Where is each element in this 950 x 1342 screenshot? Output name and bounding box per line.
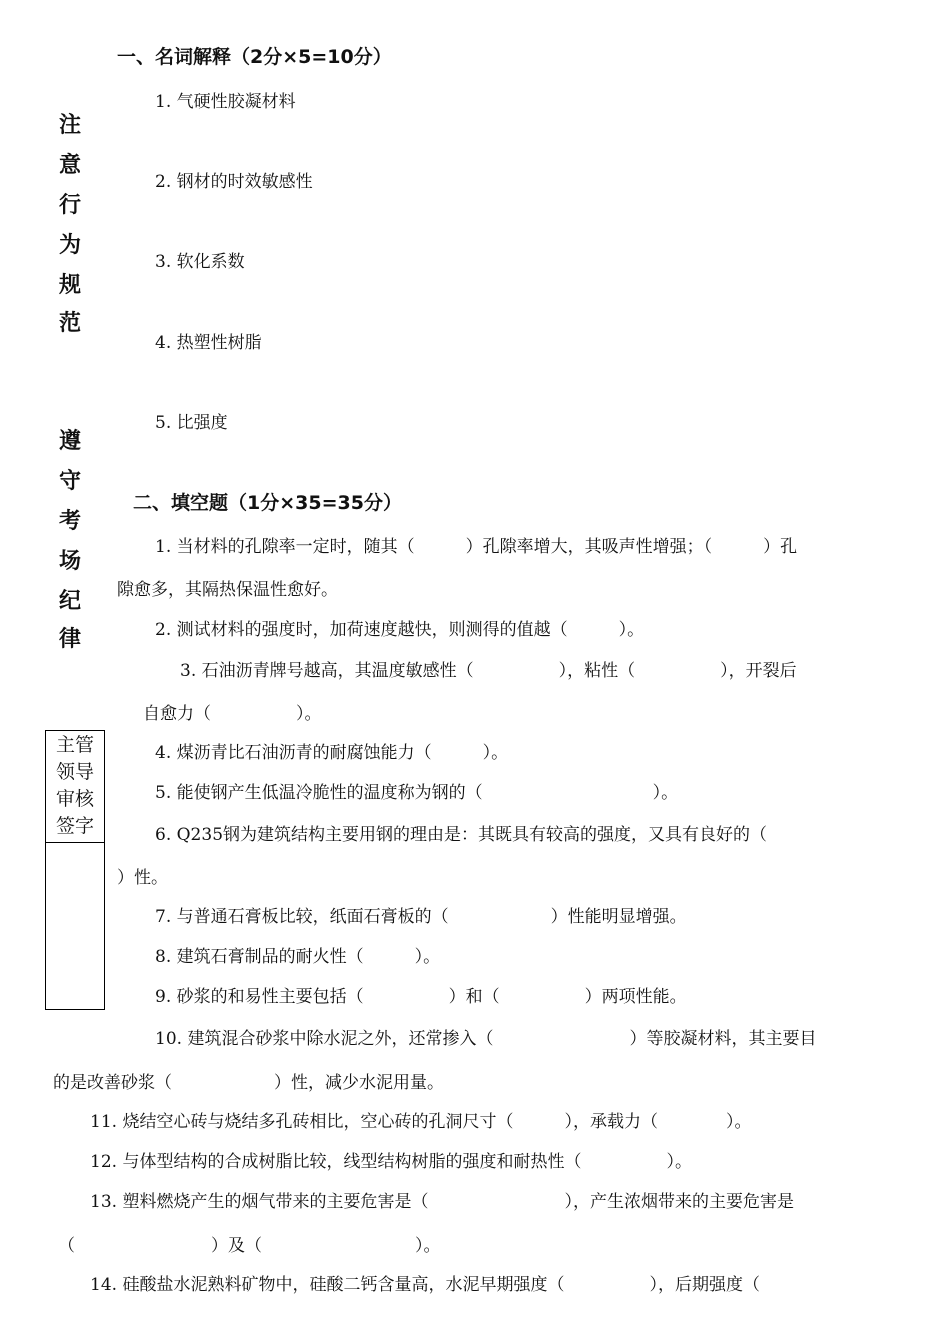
section1-heading: 一、名词解释（2分×5=10分） [117, 46, 392, 68]
term-item: 3. 软化系数 [155, 252, 245, 272]
margin-char: 意 [58, 153, 81, 178]
fill-line: 3. 石油沥青牌号越高，其温度敏感性（ ），粘性（ ），开裂后 [180, 661, 797, 681]
fill-line: 9. 砂浆的和易性主要包括（ ）和（ ）两项性能。 [155, 987, 687, 1007]
supervisor-sign-box [45, 730, 105, 1010]
margin-char: 纪 [58, 589, 81, 614]
fill-line: 8. 建筑石膏制品的耐火性（ ）。 [155, 947, 441, 967]
fill-line: 14. 硅酸盐水泥熟料矿物中，硅酸二钙含量高，水泥早期强度（ ），后期强度（ [90, 1275, 760, 1295]
section2-heading: 二、填空题（1分×35=35分） [133, 492, 402, 514]
margin-char: 考 [58, 509, 81, 534]
fill-line: 自愈力（ ）。 [143, 704, 322, 724]
margin-char: 律 [58, 627, 81, 652]
margin-char: 守 [58, 469, 81, 494]
margin-char: 为 [58, 233, 81, 258]
term-item: 5. 比强度 [155, 413, 228, 433]
fill-line: 6. Q235钢为建筑结构主要用钢的理由是：其既具有较高的强度，又具有良好的（ [155, 825, 768, 845]
margin-char: 规 [58, 273, 81, 298]
term-item: 4. 热塑性树脂 [155, 333, 262, 353]
fill-line: 12. 与体型结构的合成树脂比较，线型结构树脂的强度和耐热性（ ）。 [90, 1152, 692, 1172]
margin-char: 注 [58, 113, 81, 138]
margin-char: 行 [58, 193, 81, 218]
fill-line: 13. 塑料燃烧产生的烟气带来的主要危害是（ ），产生浓烟带来的主要危害是 [90, 1192, 794, 1212]
fill-line: 11. 烧结空心砖与烧结多孔砖相比，空心砖的孔洞尺寸（ ），承载力（ ）。 [90, 1112, 752, 1132]
term-item: 1. 气硬性胶凝材料 [155, 92, 296, 112]
fill-line: 隙愈多，其隔热保温性愈好。 [117, 580, 338, 600]
sign-box-label: 主管 领导 审核 签字 [46, 731, 104, 843]
term-item: 2. 钢材的时效敏感性 [155, 172, 313, 192]
fill-line: 4. 煤沥青比石油沥青的耐腐蚀能力（ ）。 [155, 743, 509, 763]
fill-line: （ ）及（ ）。 [58, 1236, 441, 1256]
margin-char: 场 [58, 549, 81, 574]
margin-char: 遵 [58, 429, 81, 454]
fill-line: 1. 当材料的孔隙率一定时，随其（ ）孔隙率增大，其吸声性增强；（ ）孔 [155, 537, 798, 557]
fill-line: 10. 建筑混合砂浆中除水泥之外，还常掺入（ ）等胶凝材料，其主要目 [155, 1029, 817, 1049]
fill-line: 5. 能使钢产生低温冷脆性的温度称为钢的（ ）。 [155, 783, 679, 803]
fill-line: ）性。 [117, 868, 168, 888]
fill-line: 的是改善砂浆（ ）性，减少水泥用量。 [53, 1073, 444, 1093]
fill-line: 7. 与普通石膏板比较，纸面石膏板的（ ）性能明显增强。 [155, 907, 687, 927]
fill-line: 2. 测试材料的强度时，加荷速度越快，则测得的值越（ ）。 [155, 620, 645, 640]
margin-char: 范 [58, 311, 81, 336]
